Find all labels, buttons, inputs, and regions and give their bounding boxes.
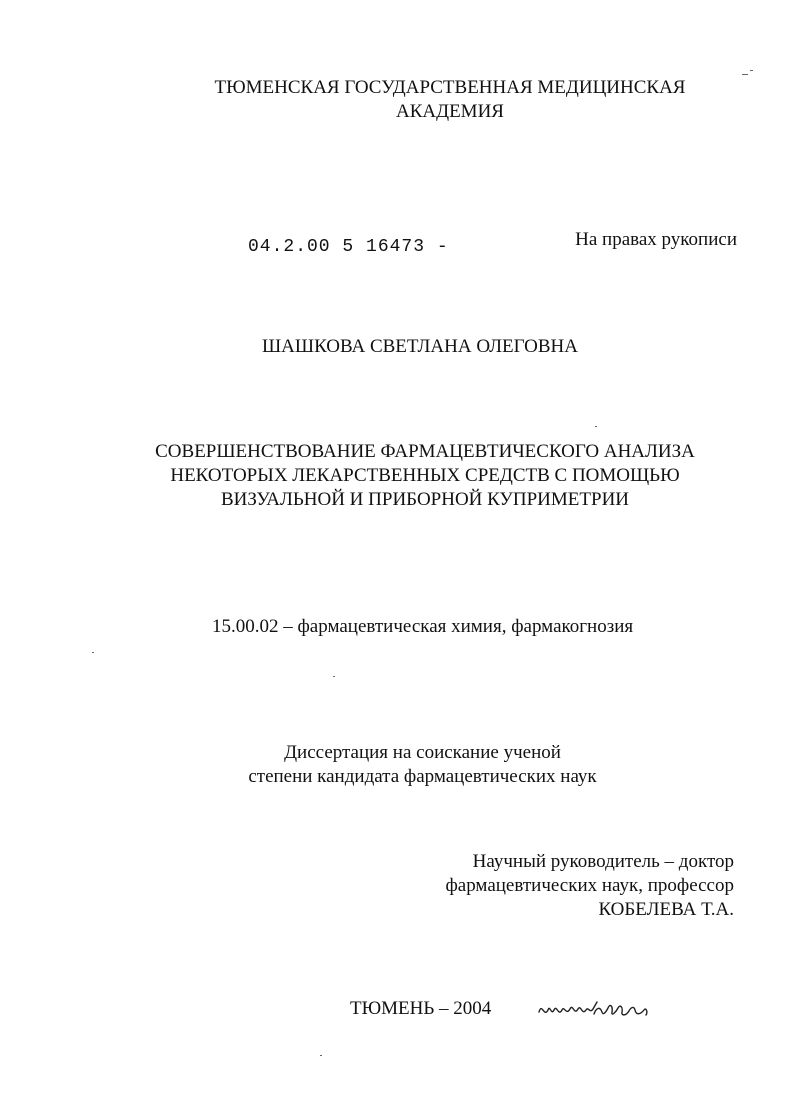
author-name: ШАШКОВА СВЕТЛАНА ОЛЕГОВНА	[262, 336, 578, 357]
degree-line-1: Диссертация на соискание ученой	[284, 742, 561, 763]
supervisor-line-3: КОБЕЛЕВА Т.А.	[598, 899, 734, 920]
specialty-code: 15.00.02 – фармацевтическая химия, фармакогнозия	[212, 616, 634, 637]
registration-number: 04.2.00 5 16473 -	[248, 237, 449, 257]
manuscript-rights: На правах рукописи	[575, 229, 737, 250]
institution-line-1: ТЮМЕНСКАЯ ГОСУДАРСТВЕННАЯ МЕДИЦИНСКАЯ	[214, 77, 686, 98]
supervisor-line-1: Научный руководитель – доктор	[472, 851, 734, 872]
scan-speck	[595, 426, 597, 427]
scan-speck	[750, 70, 753, 71]
title-line-2: НЕКОТОРЫХ ЛЕКАРСТВЕННЫХ СРЕДСТВ С ПОМОЩЬЮ	[170, 465, 680, 486]
institution-line-2: АКАДЕМИЯ	[396, 101, 504, 122]
title-line-1: СОВЕРШЕНСТВОВАНИЕ ФАРМАЦЕВТИЧЕСКОГО АНАЛИЗА	[155, 441, 695, 462]
title-line-3: ВИЗУАЛЬНОЙ И ПРИБОРНОЙ КУПРИМЕТРИИ	[220, 489, 630, 510]
scan-speck	[742, 74, 748, 75]
degree-statement	[200, 741, 645, 789]
scan-speck	[92, 652, 94, 653]
degree-line-2: степени кандидата фармацевтических наук	[248, 766, 597, 787]
supervisor-line-2: фармацевтических наук, профессор	[445, 875, 734, 896]
place-year: ТЮМЕНЬ – 2004	[350, 998, 492, 1019]
handwritten-signature	[536, 990, 651, 1026]
dissertation-title	[100, 440, 750, 512]
institution-name	[150, 76, 750, 124]
scan-speck	[333, 676, 335, 677]
scan-speck	[320, 1055, 322, 1056]
supervisor-block	[445, 850, 734, 922]
